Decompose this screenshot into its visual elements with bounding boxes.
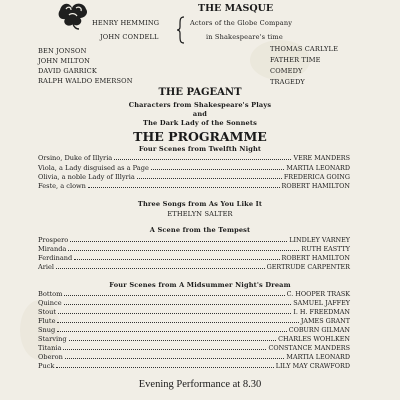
cast-row: [38, 182, 350, 190]
rose-crest-icon: [56, 0, 92, 30]
brace-icon: [176, 16, 186, 44]
cast-row: [38, 154, 350, 162]
role-name: Viola, a Lady disguised as a Page: [38, 164, 149, 172]
cast-row: [38, 317, 350, 325]
role-name: Titania: [38, 344, 62, 352]
cast-row: [38, 344, 350, 352]
role-name: Puck: [38, 362, 55, 370]
twelfth-night-heading: Four Scenes from Twelfth Night: [138, 145, 262, 153]
masque-cast-name: RALPH WALDO EMERSON: [38, 77, 133, 85]
actor-name: I. H. FREEDMAN: [293, 308, 350, 316]
role-name: Prospero: [38, 236, 69, 244]
presenters-note: Actors of the Globe Company: [190, 19, 293, 27]
actor-name: ROBERT HAMILTON: [281, 182, 350, 190]
actor-name: CHARLES WOHLKEN: [278, 335, 350, 343]
dot-leader: [56, 367, 273, 368]
masque-cast-name: BEN JONSON: [38, 47, 87, 55]
dot-leader: [151, 169, 285, 170]
song-performer: ETHELYN SALTER: [167, 210, 233, 218]
cast-row: [38, 290, 350, 298]
dot-leader: [64, 304, 292, 305]
role-name: Bottom: [38, 290, 63, 298]
midsummer-heading: Four Scenes from A Midsummer Night's Dream: [109, 281, 291, 289]
actor-name: GERTRUDE CARPENTER: [266, 263, 350, 271]
cast-row: [38, 164, 350, 172]
actor-name: COBURN GILMAN: [288, 326, 350, 334]
cast-row: [38, 173, 350, 181]
actor-name: MARTIA LEONARD: [286, 353, 350, 361]
cast-row: [38, 236, 350, 244]
role-name: Feste, a clown: [38, 182, 86, 190]
role-name: Ariel: [38, 263, 55, 271]
dot-leader: [114, 159, 291, 160]
role-name: Miranda: [38, 245, 67, 253]
programme-heading: THE PROGRAMME: [133, 129, 267, 144]
actor-name: ROBERT HAMILTON: [281, 254, 350, 262]
actor-name: FREDERICA GOING: [283, 173, 350, 181]
actor-name: SAMUEL JAFFEY: [293, 299, 350, 307]
masque-cast-name: TRAGEDY: [270, 78, 305, 86]
dot-leader: [57, 331, 286, 332]
actor-name: LINDLEY VARNEY: [289, 236, 350, 244]
presenter-name: JOHN CONDELL: [100, 33, 159, 41]
role-name: Orsino, Duke of Illyria: [38, 154, 113, 162]
role-name: Quince: [38, 299, 62, 307]
dot-leader: [68, 250, 299, 251]
masque-heading: THE MASQUE: [198, 3, 274, 14]
tempest-heading: A Scene from the Tempest: [149, 226, 251, 234]
pageant-heading: THE PAGEANT: [158, 87, 242, 98]
presenters-note: in Shakespeare's time: [206, 33, 283, 41]
masque-cast-name: JOHN MILTON: [38, 57, 91, 65]
actor-name: C. HOOPER TRASK: [286, 290, 350, 298]
actor-name: MARTIA LEONARD: [286, 164, 350, 172]
role-name: Flute: [38, 317, 56, 325]
dot-leader: [74, 259, 279, 260]
dot-leader: [63, 349, 266, 350]
role-name: Starving: [38, 335, 67, 343]
pageant-line: The Dark Lady of the Sonnets: [143, 119, 257, 127]
dot-leader: [56, 268, 265, 269]
pageant-line: Characters from Shakespeare's Plays: [128, 101, 272, 109]
masque-cast-name: THOMAS CARLYLE: [270, 45, 339, 53]
dot-leader: [58, 313, 291, 314]
role-name: Stout: [38, 308, 57, 316]
pageant-line: and: [192, 110, 208, 118]
dot-leader: [57, 322, 298, 323]
actor-name: JAMES GRANT: [300, 317, 350, 325]
as-you-like-it-heading: Three Songs from As You Like It: [137, 200, 263, 208]
role-name: Snug: [38, 326, 56, 334]
dot-leader: [65, 358, 285, 359]
role-name: Oberon: [38, 353, 63, 361]
dot-leader: [70, 241, 287, 242]
role-name: Ferdinand: [38, 254, 73, 262]
cast-row: [38, 254, 350, 262]
dot-leader: [69, 340, 277, 341]
cast-row: [38, 353, 350, 361]
actor-name: LILY MAY CRAWFORD: [275, 362, 350, 370]
cast-row: [38, 308, 350, 316]
cast-row: [38, 362, 350, 370]
masque-cast-name: DAVID GARRICK: [38, 67, 97, 75]
cast-row: [38, 263, 350, 271]
evening-performance: Evening Performance at 8.30: [138, 379, 262, 390]
actor-name: RUTH EASTTY: [301, 245, 350, 253]
cast-row: [38, 299, 350, 307]
actor-name: VERE MANDERS: [293, 154, 350, 162]
cast-row: [38, 326, 350, 334]
masque-cast-name: FATHER TIME: [270, 56, 321, 64]
actor-name: CONSTANCE MANDERS: [268, 344, 350, 352]
dot-leader: [88, 187, 280, 188]
cast-row: [38, 335, 350, 343]
presenter-name: HENRY HEMMING: [92, 19, 160, 27]
masque-cast-name: COMEDY: [270, 67, 303, 75]
role-name: Olivia, a noble Lady of Illyria: [38, 173, 135, 181]
dot-leader: [64, 295, 284, 296]
cast-row: [38, 245, 350, 253]
dot-leader: [137, 178, 282, 179]
